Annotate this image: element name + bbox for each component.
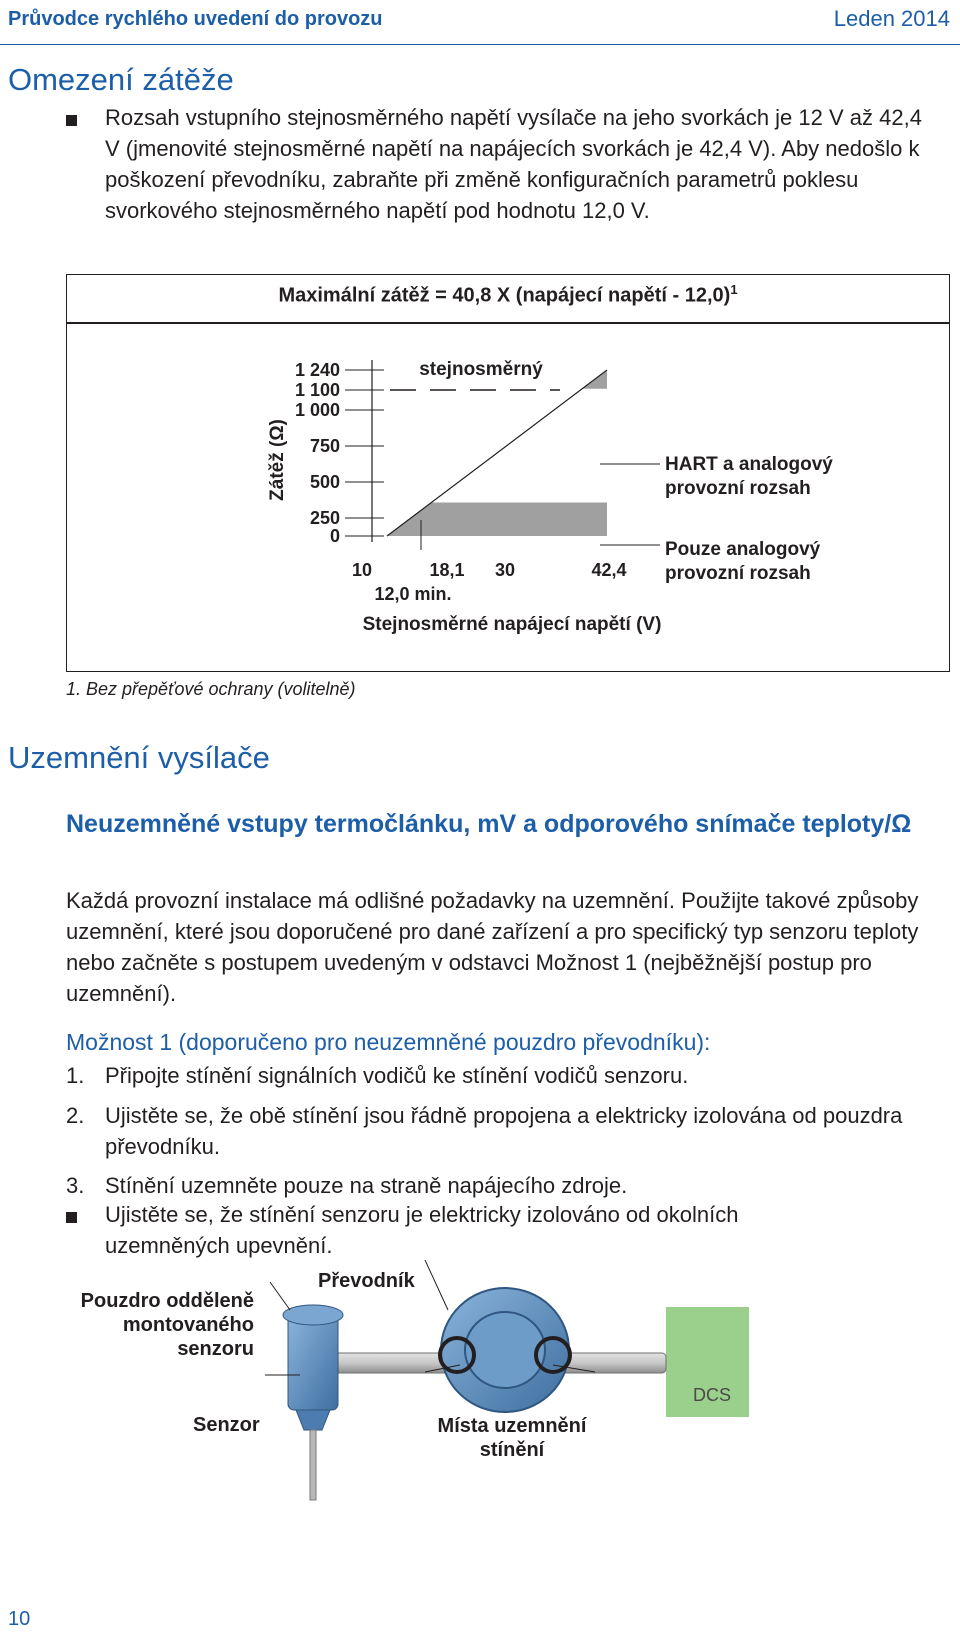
region-label: HART a analogový <box>665 454 833 475</box>
bullet-text-voltage-range: Rozsah vstupního stejnosměrného napětí vysílače na jeho svorkách je 12 V až 42,4 V (jmenovité stejnosměrné napětí na napájecích svorkách je 42,4 V). Aby nedošlo k poškození převodníku, zabraňte při změně konfiguračních parametrů poklesu svorkového stejnosměrného napětí pod hodnotu 12,0 V. <box>105 105 922 223</box>
x-tick-label: 30 <box>494 560 516 580</box>
y-tick-label: 250 <box>309 508 340 528</box>
step-number: 3. <box>66 1173 85 1198</box>
step-number: 2. <box>66 1103 85 1128</box>
document-date: Leden 2014 <box>833 6 950 31</box>
x-tick-label: 42,4 <box>591 560 627 580</box>
subsection-title-ungrounded-inputs: Neuzemněné vstupy termočlánku, mV a odporového snímače teploty/Ω <box>66 810 912 838</box>
x-tick-label: 18,1 <box>429 560 465 580</box>
y-tick-label: 1 000 <box>294 400 340 420</box>
label-transmitter: Převodník <box>318 1270 415 1292</box>
x-min-label: 12,0 min. <box>374 584 452 604</box>
y-tick-label: 750 <box>309 436 340 456</box>
label-sensor: Senzor <box>193 1414 260 1436</box>
sensor-probe <box>310 1430 316 1500</box>
figure-footnote: 1. Bez přepěťové ochrany (volitelně) <box>66 679 356 699</box>
x-axis-label: Stejnosměrné napájecí napětí (V) <box>362 614 662 635</box>
region-label: provozní rozsah <box>665 563 811 584</box>
bullet-marker <box>66 1212 77 1223</box>
y-tick-label: 0 <box>329 526 340 546</box>
y-tick-label: 1 240 <box>294 360 340 380</box>
option-title: Možnost 1 (doporučeno pro neuzemněné pouzdro převodníku): <box>66 1029 711 1055</box>
leader-line <box>425 1260 448 1310</box>
document-title: Průvodce rychlého uvedení do provozu <box>8 8 383 30</box>
section-title-grounding: Uzemnění vysílače <box>8 740 270 775</box>
x-tick-label: 10 <box>351 560 373 580</box>
step-number: 1. <box>66 1063 85 1088</box>
page-number: 10 <box>8 1608 31 1630</box>
dcs-label: DCS <box>693 1385 732 1405</box>
step-text: Ujistěte se, že obě stínění jsou řádně propojena a elektricky izolována od pouzdra převodníku. <box>105 1103 903 1159</box>
label-remote-sensor-housing: Pouzdro odděleně montovaného senzoru <box>80 1290 254 1360</box>
leader-line <box>270 1282 290 1310</box>
bullet-text-shield-isolation: Ujistěte se, že stínění senzoru je elektricky izolováno od okolních uzemněných upevnění. <box>105 1202 739 1258</box>
step-text: Připojte stínění signálních vodičů ke stínění vodičů senzoru. <box>105 1063 689 1088</box>
sensor-housing <box>288 1315 338 1410</box>
step-text: Stínění uzemněte pouze na straně napájecího zdroje. <box>105 1173 628 1198</box>
load-chart <box>0 0 960 680</box>
label-shield-ground-points: Místa uzemnění stínění <box>437 1415 587 1461</box>
y-tick-label: 1 100 <box>294 380 340 400</box>
transmitter-cover <box>465 1312 545 1388</box>
y-axis-label: Zátěž (Ω) <box>267 419 288 501</box>
chart-title: Maximální zátěž = 40,8 X (napájecí napětí - 12,0) <box>278 284 731 307</box>
y-tick-label: 500 <box>309 472 340 492</box>
sensor-housing-neck <box>296 1410 330 1430</box>
chart-title-footnote: 1 <box>730 282 738 297</box>
line-label: stejnosměrný <box>419 359 543 380</box>
region-label: Pouze analogový <box>665 539 821 560</box>
section-title-load-limits: Omezení zátěže <box>8 62 234 97</box>
sensor-housing-cap <box>283 1305 343 1325</box>
grounding-paragraph: Každá provozní instalace má odlišné požadavky na uzemnění. Použijte takové způsoby uzemnění, které jsou doporučené pro dané zařízení a pro specifický typ senzoru teploty nebo začněte s postupem uvedeným v odstavci Možnost 1 (nejběžnější postup pro uzemnění). <box>66 888 919 1006</box>
region-label: provozní rozsah <box>665 478 811 499</box>
region-analog-only <box>387 503 607 536</box>
